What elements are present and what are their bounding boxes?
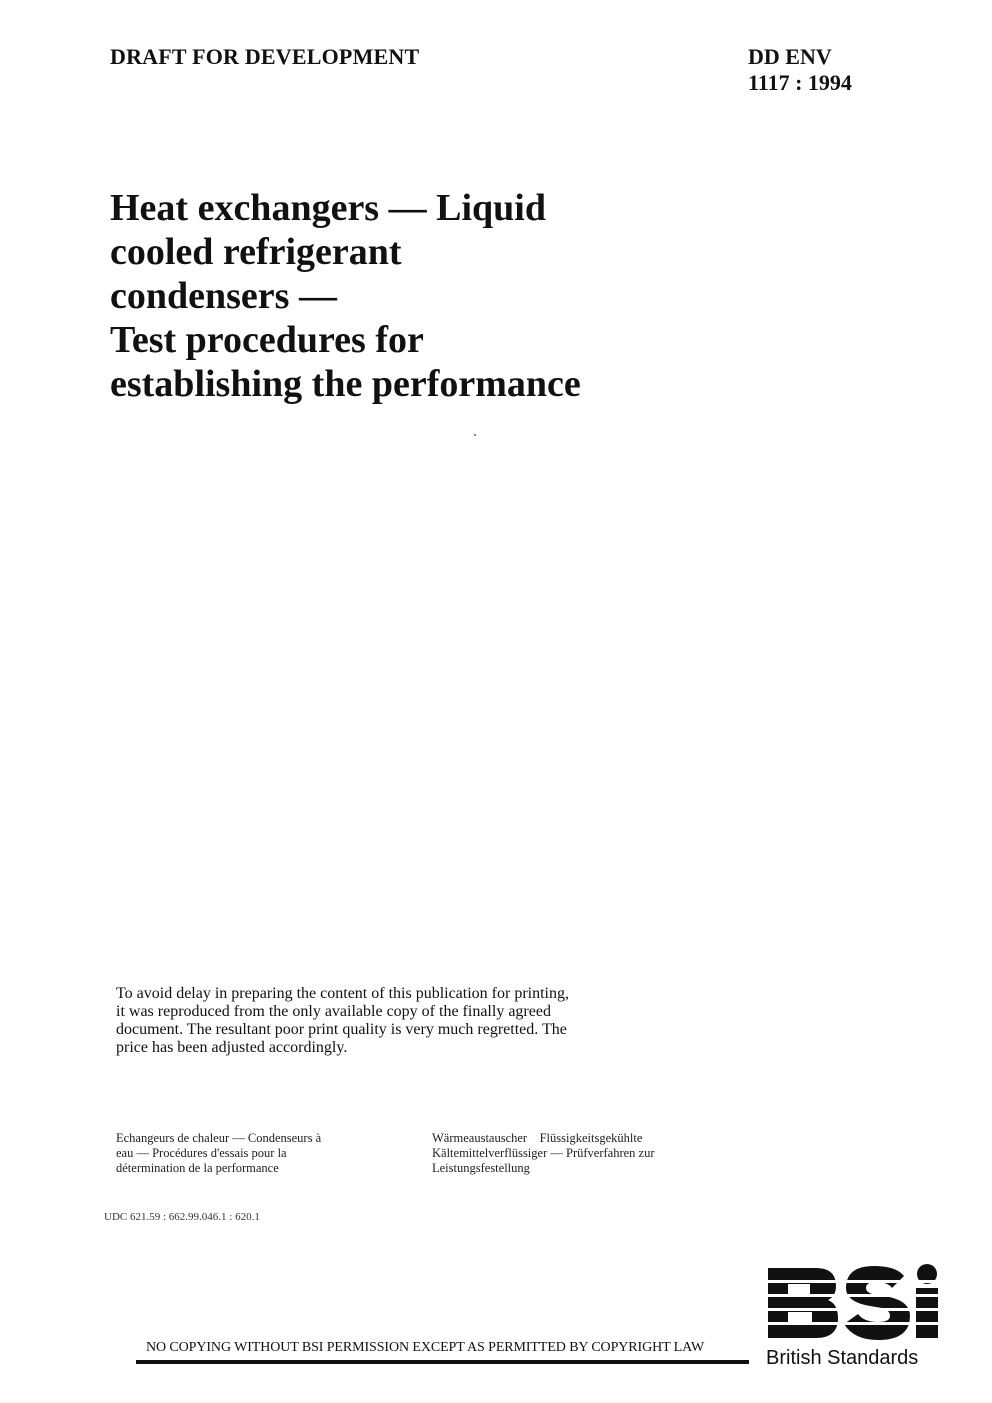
title-line: cooled refrigerant <box>110 231 402 273</box>
udc-code: UDC 621.59 : 662.99.046.1 : 620.1 <box>104 1211 260 1223</box>
french-title-line: eau — Procédures d'essais pour la <box>116 1146 287 1160</box>
document-title <box>110 186 750 406</box>
title-line: Heat exchangers — Liquid <box>110 187 546 229</box>
notice-line: it was reproduced from the only available copy of the finally agreed <box>116 1003 551 1020</box>
copyright-text: NO COPYING WITHOUT BSI PERMISSION EXCEPT AS PERMITTED BY COPYRIGHT LAW <box>146 1340 705 1355</box>
reproduction-notice <box>116 985 676 1057</box>
bsi-logo-caption: British Standards <box>766 1347 919 1369</box>
draft-label: DRAFT FOR DEVELOPMENT <box>110 44 420 69</box>
print-speck <box>474 434 476 436</box>
german-title <box>432 1131 655 1176</box>
copyright-rule <box>136 1360 749 1364</box>
standard-number-line-1: DD ENV <box>748 44 832 69</box>
german-title-line: Kältemittelverflüssiger — Prüfverfahren zur <box>432 1146 655 1160</box>
french-title-line: détermination de la performance <box>116 1161 279 1175</box>
notice-line: price has been adjusted accordingly. <box>116 1039 348 1056</box>
bsi-logo-mark <box>766 1262 944 1344</box>
copyright-notice <box>136 1340 749 1366</box>
notice-line: document. The resultant poor print quality is very much regretted. The <box>116 1021 567 1038</box>
french-title-line: Echangeurs de chaleur — Condenseurs à <box>116 1131 322 1145</box>
title-line: condensers — <box>110 275 337 317</box>
german-title-line: Leistungsfestellung <box>432 1161 530 1175</box>
title-line: establishing the performance <box>110 363 581 405</box>
standard-number-line-2: 1117 : 1994 <box>748 70 852 95</box>
french-title <box>116 1131 321 1176</box>
standard-number <box>748 44 852 96</box>
notice-line: To avoid delay in preparing the content of this publication for printing, <box>116 985 569 1002</box>
title-line: Test procedures for <box>110 319 424 361</box>
german-title-line: Wärmeaustauscher Flüssigkeitsgekühlte <box>432 1131 643 1145</box>
